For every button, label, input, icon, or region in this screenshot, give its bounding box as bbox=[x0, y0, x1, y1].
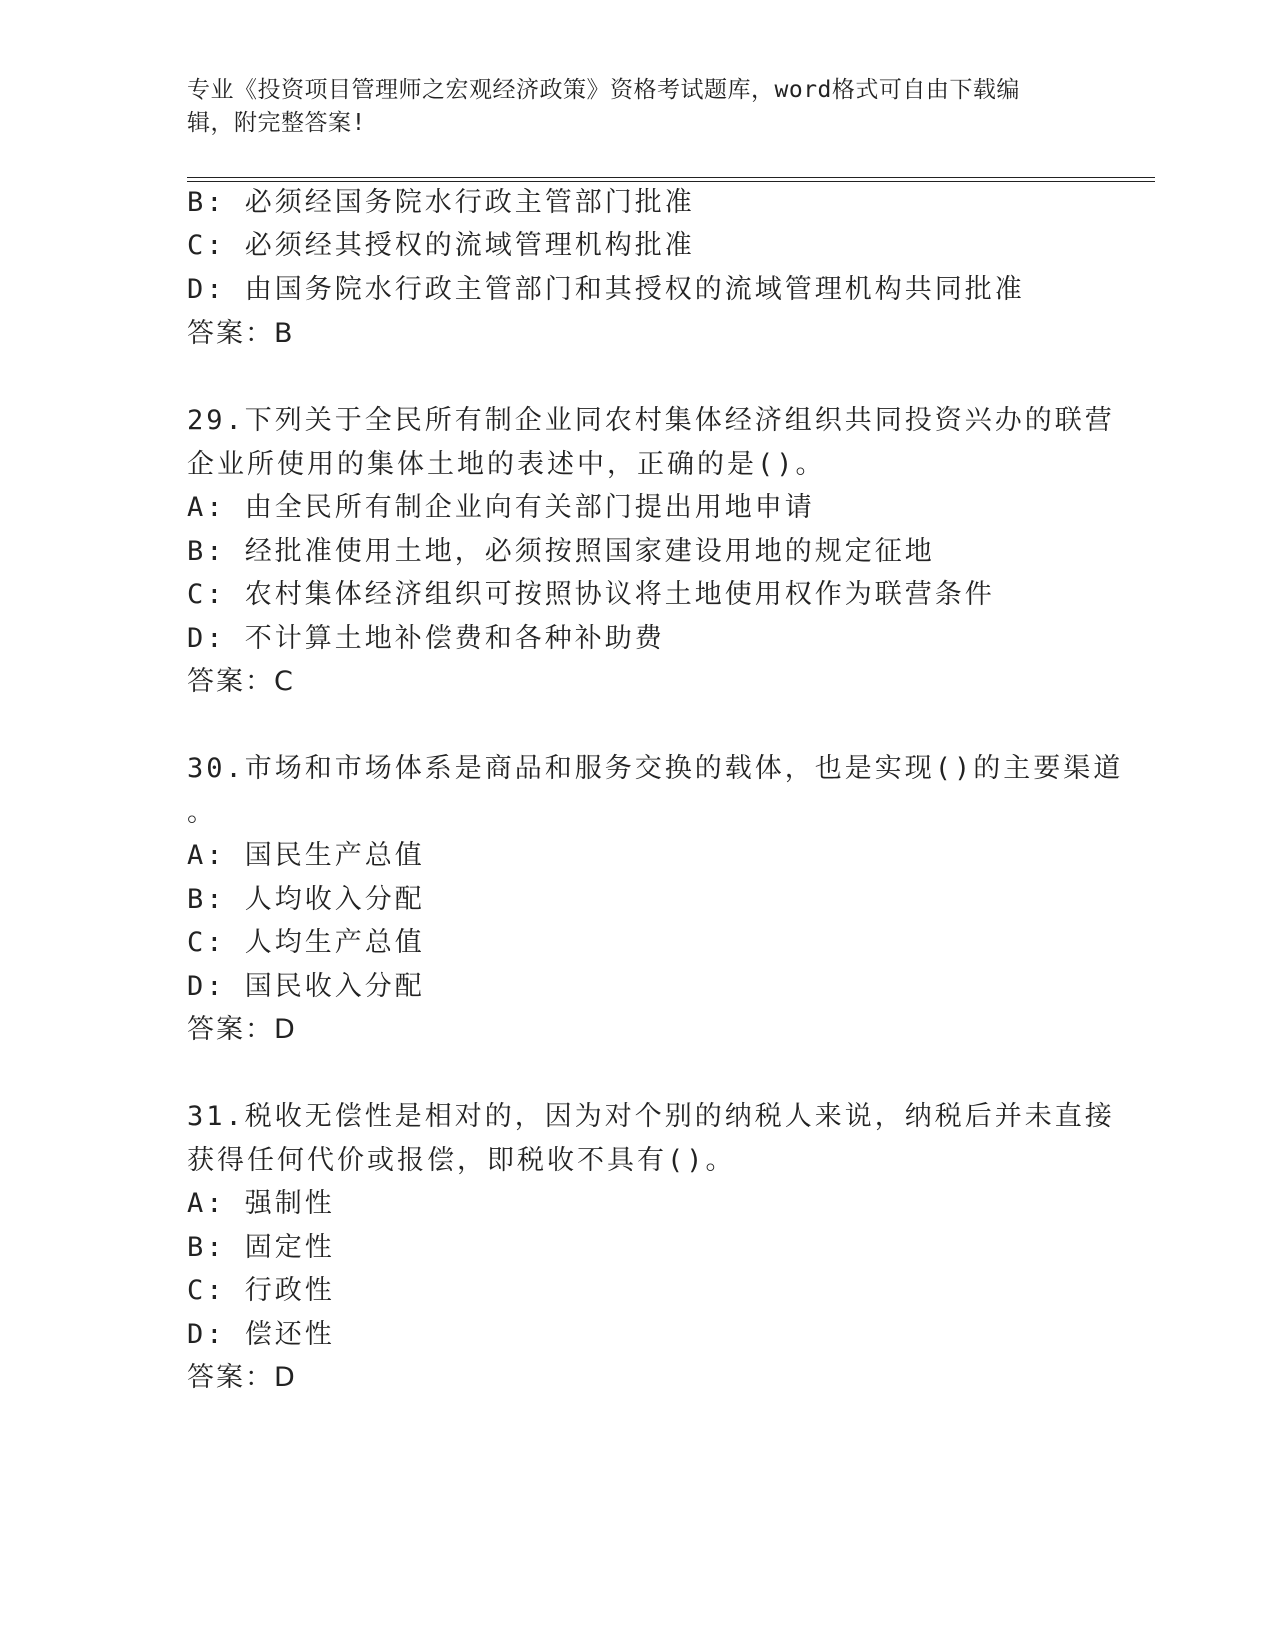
q30-stem-line-2: 。 bbox=[187, 797, 217, 828]
q28-option-c: C: 必须经其授权的流域管理机构批准 bbox=[187, 230, 695, 261]
q29-stem-line-1: 29.下列关于全民所有制企业同农村集体经济组织共同投资兴办的联营 bbox=[187, 405, 1115, 436]
header-line-2: 辑，附完整答案! bbox=[187, 110, 366, 136]
q31-option-d: D: 偿还性 bbox=[187, 1319, 335, 1350]
q29-answer: 答案：C bbox=[187, 666, 295, 697]
q30-option-c: C: 人均生产总值 bbox=[187, 927, 425, 958]
q29-option-a: A: 由全民所有制企业向有关部门提出用地申请 bbox=[187, 492, 815, 523]
q31-answer: 答案：D bbox=[187, 1362, 297, 1393]
document-header bbox=[187, 74, 1067, 140]
q31-option-b: B: 固定性 bbox=[187, 1232, 335, 1263]
q30-answer: 答案：D bbox=[187, 1014, 297, 1045]
header-line-1: 专业《投资项目管理师之宏观经济政策》资格考试题库，word格式可自由下载编 bbox=[187, 77, 1020, 103]
q30-option-d: D: 国民收入分配 bbox=[187, 971, 425, 1002]
q29-option-d: D: 不计算土地补偿费和各种补助费 bbox=[187, 623, 665, 654]
header-divider bbox=[187, 177, 1155, 182]
q31-stem-line-2: 获得任何代价或报偿，即税收不具有()。 bbox=[187, 1145, 736, 1176]
q28-option-d: D: 由国务院水行政主管部门和其授权的流域管理机构共同批准 bbox=[187, 274, 1025, 305]
q29-stem-line-2: 企业所使用的集体土地的表述中，正确的是()。 bbox=[187, 449, 826, 480]
q31-option-a: A: 强制性 bbox=[187, 1188, 335, 1219]
q29-option-c: C: 农村集体经济组织可按照协议将土地使用权作为联营条件 bbox=[187, 579, 995, 610]
q30-option-a: A: 国民生产总值 bbox=[187, 840, 425, 871]
q30-option-b: B: 人均收入分配 bbox=[187, 884, 425, 915]
q28-option-b: B: 必须经国务院水行政主管部门批准 bbox=[187, 187, 695, 218]
q31-option-c: C: 行政性 bbox=[187, 1275, 335, 1306]
q30-stem-line-1: 30.市场和市场体系是商品和服务交换的载体，也是实现()的主要渠道 bbox=[187, 753, 1124, 784]
q31-stem-line-1: 31.税收无偿性是相对的，因为对个别的纳税人来说，纳税后并未直接 bbox=[187, 1101, 1115, 1132]
q29-option-b: B: 经批准使用土地，必须按照国家建设用地的规定征地 bbox=[187, 536, 935, 567]
q28-answer: 答案：B bbox=[187, 318, 295, 349]
